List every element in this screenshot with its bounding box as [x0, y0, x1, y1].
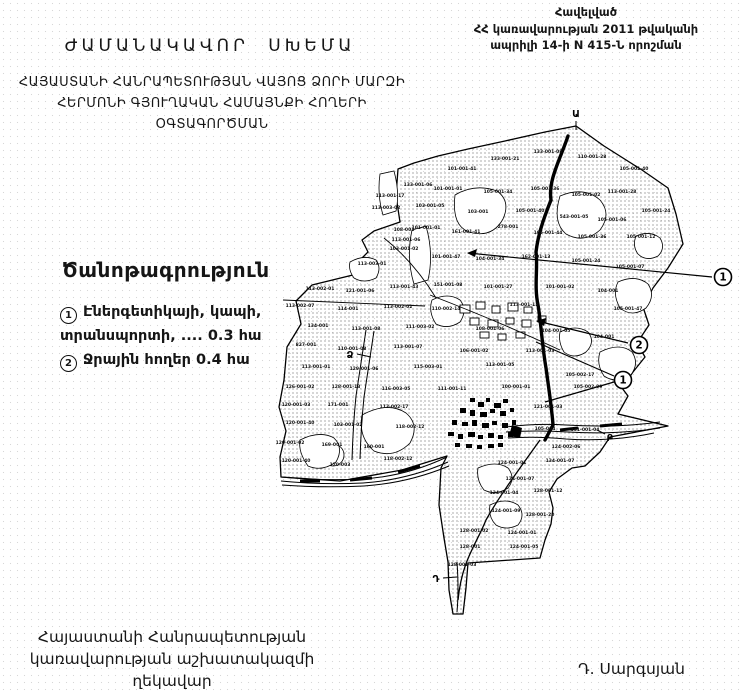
legend-item-1-cont: տրանսպորտի, .... 0.3 հա [60, 328, 262, 344]
parcel-label: 126-001-02 [285, 385, 315, 390]
parcel-label: 128-001-12 [533, 489, 563, 494]
parcel-label: 128-001-13 [331, 385, 361, 390]
parcel-label: 113-002-01 [305, 287, 335, 292]
parcel-label: 120-001-02 [275, 441, 305, 446]
signature-name: Դ. Սարգսյան [578, 660, 685, 678]
parcel-label: 116-003-05 [381, 387, 411, 392]
svg-text:2: 2 [635, 339, 643, 352]
parcel-label: 162-001-13 [521, 255, 551, 260]
parcel-label: 113-002-17 [379, 405, 409, 410]
annex-line-1: Հավելված [554, 5, 618, 19]
parcel-label: 105-001-34 [483, 190, 513, 195]
parcel-label: 133-001-06 [403, 183, 433, 188]
parcel-label: 113-001-28 [607, 190, 637, 195]
parcel-label: 105-001-02 [571, 193, 601, 198]
parcel-label: 124-001-01 [497, 461, 527, 466]
parcel-label: 128-001 [459, 545, 481, 550]
svg-text:1: 1 [719, 271, 727, 284]
boundary-letter: Դ [432, 574, 440, 585]
parcel-label: 543-001-05 [559, 215, 589, 220]
parcel-label: 105-004 [534, 427, 556, 432]
svg-text:1: 1 [619, 374, 627, 387]
parcel-label: 105-001-47 [613, 307, 643, 312]
parcel-label: 105-001-36 [577, 235, 607, 240]
parcel-label: 105-001-40 [619, 167, 649, 172]
parcel-label: 161-001-41 [451, 230, 481, 235]
parcel-label: 105-001-12 [626, 235, 656, 240]
parcel-label: 121-001-06 [345, 289, 375, 294]
parcel-label: 104-001 [593, 335, 615, 340]
parcel-label: 169-001 [321, 443, 343, 448]
parcel-label: 103-001-02 [333, 423, 363, 428]
legend-item-1-text: Էներգետիկայի, կապի, [83, 304, 262, 320]
parcel-label: 124-002-06 [551, 445, 581, 450]
parcel-label: 104-001-34 [475, 257, 505, 262]
parcel-label: 118-002-12 [395, 425, 425, 430]
parcel-label: 110-002-14 [431, 307, 461, 312]
parcel-label: 101-001-01 [433, 187, 463, 192]
annex-line-2: ՀՀ կառավարության 2011 թվականի [473, 21, 699, 36]
parcel-label: 101-001-01 [411, 226, 441, 231]
parcel-label: 105-001-24 [571, 259, 601, 264]
parcel-label: 113-001-03 [525, 349, 555, 354]
page-title: ԺԱՄԱՆԱԿԱՎՈՐ ՍԽԵՄԱ [64, 36, 356, 56]
parcel-label: 121-001-03 [533, 405, 563, 410]
annex-reference [430, 4, 742, 54]
parcel-label: 105-001-06 [597, 218, 627, 223]
parcel-label: 113-001-06 [391, 238, 421, 243]
parcel-label: 105-001-24 [641, 209, 671, 214]
parcel-label: 124-001-01 [507, 531, 537, 536]
parcel-label: 113-003-02 [371, 206, 401, 211]
legend-item-2 [60, 350, 310, 372]
legend-marker-1-icon: 1 [60, 307, 77, 324]
parcel-label: 128-001-03 [447, 563, 477, 568]
boundary-letter: Ա [572, 109, 580, 120]
boundary-letter: Բ [606, 433, 614, 444]
parcel-label: 124-001-05 [509, 545, 539, 550]
parcel-label: 134-001 [307, 324, 329, 329]
legend-marker-2-icon: 2 [60, 355, 77, 372]
parcel-label: 110-001-08 [337, 347, 367, 352]
parcel-label: 113-002-07 [285, 304, 315, 309]
legend [60, 302, 310, 374]
parcel-label: 113-001-12 [509, 303, 539, 308]
parcel-label: 100-001-01 [501, 385, 531, 390]
parcel-label: 124-001-09 [491, 509, 521, 514]
parcel-label: 103-001-05 [415, 204, 445, 209]
parcel-label: 120-003 [329, 463, 351, 468]
parcel-label: 129-001-06 [349, 367, 379, 372]
parcel-label: 134-001-07 [545, 459, 575, 464]
parcel-label: 278-001 [497, 225, 519, 230]
parcel-label: 106-001-02 [459, 349, 489, 354]
signatory-line-1: Հայաստանի Հանրապետության [37, 628, 307, 646]
parcel-label: 114-001 [337, 307, 359, 312]
parcel-label: 115-003-01 [413, 365, 443, 370]
parcel-label: 131-001-04 [570, 428, 600, 433]
parcel-label: 103-001 [467, 210, 489, 215]
parcel-label: 101-001-47 [431, 255, 461, 260]
parcel-label: 105-001-07 [615, 265, 645, 270]
parcel-label: 124-001-04 [489, 491, 519, 496]
parcel-label: 113-001-05 [485, 363, 515, 368]
parcel-label: 120-001-03 [281, 403, 311, 408]
parcel-label: 103-001-02 [389, 247, 419, 252]
parcel-label: 827-001 [295, 343, 317, 348]
parcel-label: 105-002-09 [573, 385, 603, 390]
subtitle-line-1: ՀԱՅԱՍՏԱՆԻ ՀԱՆՐԱՊԵՏՈՒԹՅԱՆ ՎԱՅՈՑ ՁՈՐԻ ՄԱՐԶԻ [18, 75, 406, 90]
parcel-label: 101-001-27 [483, 285, 513, 290]
callout-marker [615, 372, 632, 389]
parcel-label: 124-001-07 [505, 477, 535, 482]
parcel-label: 113-001-08 [351, 327, 381, 332]
signatory-line-3: ղեկավար [132, 672, 212, 690]
legend-heading: Ծանոթագրություն [62, 258, 270, 282]
parcel-label: 108-001-06 [475, 327, 505, 332]
parcel-label: 113-001-17 [375, 194, 405, 199]
parcel-label: 113-001-07 [393, 345, 423, 350]
legend-item-1 [60, 302, 310, 324]
parcel-label: 104-001-05 [541, 329, 571, 334]
parcel-label: 110-001-28 [577, 155, 607, 160]
parcel-label: 105-002-17 [565, 373, 595, 378]
subtitle-line-2: ՀԵՐՄՈՆԻ ԳՅՈՒՂԱԿԱՆ ՀԱՄԱՅՆՔԻ ՀՈՂԵՐԻ [57, 96, 367, 112]
parcel-label: 128-001-02 [459, 529, 489, 534]
parcel-label: 151-001-08 [433, 283, 463, 288]
callout-marker [715, 269, 732, 286]
parcel-label: 128-001-20 [525, 513, 555, 518]
parcel-label: 101-001-41 [447, 167, 477, 172]
page-subtitle [0, 72, 424, 135]
parcel-label: 160-001 [363, 445, 385, 450]
parcel-label: 120-001-40 [285, 421, 315, 426]
parcel-label: 133-001-08 [533, 150, 563, 155]
parcel-label: 171-001 [327, 403, 349, 408]
parcel-label: 101-001-02 [545, 285, 575, 290]
parcel-label: 105-001-36 [530, 187, 560, 192]
parcel-label: 118-002-12 [383, 457, 413, 462]
boundary-letter: Ձ [346, 350, 354, 361]
legend-item-2-text: Ջրային հողեր 0.4 հա [83, 351, 250, 368]
parcel-label: 105-001-40 [515, 209, 545, 214]
parcel-label: 113-001-01 [301, 365, 331, 370]
signatory-line-2: կառավարության աշխատակազմի [29, 650, 315, 668]
subtitle-line-3: ՕԳՏԱԳՈՐԾՄԱՆ [155, 117, 269, 133]
parcel-label: 105-001-44 [533, 231, 563, 236]
parcel-label: 120-001-40 [281, 459, 311, 464]
parcel-label: 113-002-02 [383, 305, 413, 310]
signatory-title [16, 626, 328, 692]
parcel-label: 111-001-11 [437, 387, 467, 392]
parcel-label: 113-003-01 [357, 262, 387, 267]
parcel-label: 113-001-43 [389, 285, 419, 290]
callout-marker [631, 337, 648, 354]
parcel-label: 104-001 [597, 289, 619, 294]
parcel-label: 108-001 [393, 228, 415, 233]
parcel-label: 133-001-21 [490, 157, 520, 162]
parcel-label: 111-003-02 [405, 325, 435, 330]
annex-line-3: ապրիլի 14-ի N 415-Ն որոշման [490, 38, 682, 53]
